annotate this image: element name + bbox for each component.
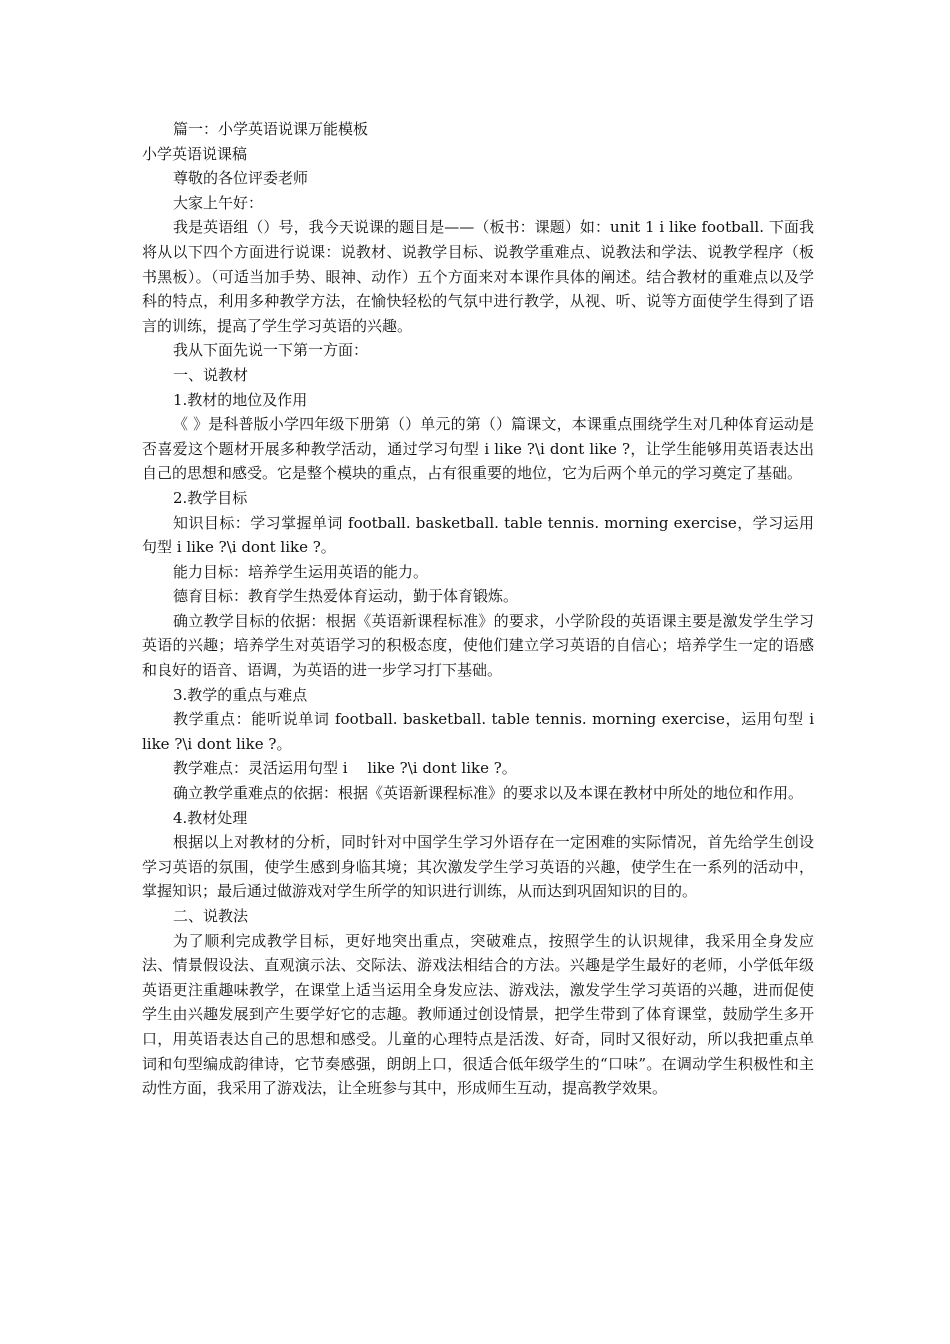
section-heading-method: 二、说教法: [173, 907, 249, 925]
paragraph-position: 《 》是科普版小学四年级下册第（）单元的第（）篇课文，本课重点围绕学生对几种体育运动是否喜爱这个题材开展多种教学活动，通过学习句型 i like ?\i dont like ?，让学生能够用英语表达出自己的思想和感受。它是整个模块的重点，占有很重要的地位，它为后两个单元的学习奠定了基础。: [142, 415, 814, 483]
subsection-heading-goals: 2.教学目标: [173, 488, 248, 507]
paragraph-difficulty: 教学难点：灵活运用句型 i like ?\i dont like ?。: [173, 759, 517, 778]
paragraph-key-point: 教学重点：能听说单词 football. basketball. table tennis. morning exercise，运用句型 i like ?\i dont like ?。: [142, 710, 834, 753]
paragraph-processing: 根据以上对教材的分析，同时针对中国学生学习外语存在一定困难的实际情况，首先给学生创设学习英语的氛围，使学生感到身临其境；其次激发学生学习英语的兴趣，使学生在一系列的活动中，掌握知识；最后通过做游戏对学生所学的知识进行训练，从而达到巩固知识的目的。: [142, 833, 814, 901]
document-body: [142, 117, 834, 1101]
paragraph-method: 为了顺利完成教学目标，更好地突出重点，突破难点，按照学生的认识规律，我采用全身发应法、情景假设法、直观演示法、交际法、游戏法相结合的方法。兴趣是学生最好的老师，小学低年级英语更注重趣味教学，在课堂上适当运用全身发应法、游戏法，激发学生学习英语的兴趣，进而促使学生由兴趣发展到产生要学好它的志趣。教师通过创设情景，把学生带到了体育课堂，鼓励学生多开口，用英语表达自己的思想和感受。儿童的心理特点是活泼、好奇，同时又很好动，所以我把重点单词和句型编成韵律诗，它节奏感强，朗朗上口，很适合低年级学生的“口味”。在调动学生积极性和主动性方面，我采用了游戏法，让全班参与其中，形成师生互动，提高教学效果。: [142, 931, 814, 1098]
paragraph-moral-goal: 德育目标：教育学生热爱体育运动，勤于体育锻炼。: [173, 587, 519, 606]
subsection-heading-processing: 4.教材处理: [173, 808, 248, 827]
paragraph-greeting: 尊敬的各位评委老师: [173, 169, 309, 188]
section-heading-textbook: 一、说教材: [173, 365, 249, 384]
subsection-heading-key-points: 3.教学的重点与难点: [173, 685, 308, 704]
paragraph-ability-goal: 能力目标：培养学生运用英语的能力。: [173, 562, 429, 581]
paragraph-key-basis: 确立教学重难点的依据：根据《英语新课程标准》的要求以及本课在教材中所处的地位和作用。: [173, 784, 804, 803]
paragraph-morning: 大家上午好：: [173, 193, 264, 212]
document-subheading: 小学英语说课稿: [142, 144, 248, 163]
paragraph-intro: 我是英语组（）号，我今天说课的题目是——（板书：课题）如：unit 1 i like football. 下面我将从以下四个方面进行说课：说教材、说教学目标、说教学重难点、说教法和学法、说教学程序（板书黑板）。（可适当加手势、眼神、动作）五个方面来对本课作具体的阐述。结合教材的重难点以及学科的特点，利用多种教学方法，在愉快轻松的气氛中进行教学，从视、听、说等方面使学生得到了语言的训练，提高了学生学习英语的兴趣。: [142, 218, 814, 335]
subsection-heading-position: 1.教材的地位及作用: [173, 390, 308, 409]
paragraph-transition: 我从下面先说一下第一方面：: [173, 341, 369, 360]
document-heading: 篇一：小学英语说课万能模板: [173, 120, 369, 138]
paragraph-knowledge-goal: 知识目标：学习掌握单词 football. basketball. table tennis. morning exercise，学习运用句型 i like ?\i dont like ?。: [142, 513, 814, 557]
paragraph-goal-basis: 确立教学目标的依据：根据《英语新课程标准》的要求，小学阶段的英语课主要是激发学生学习英语的兴趣；培养学生对英语学习的积极态度，使他们建立学习英语的自信心；培养学生一定的语感和良好的语音、语调，为英语的进一步学习打下基础。: [142, 611, 814, 680]
